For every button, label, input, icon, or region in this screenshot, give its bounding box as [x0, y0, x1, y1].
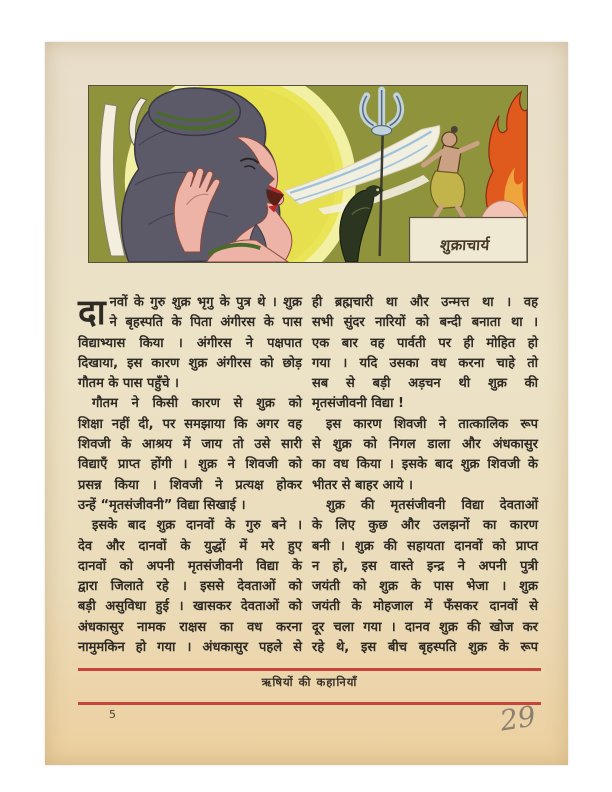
text-line: दूर चला गया । दानव शुक्र की खोज कर — [312, 619, 538, 635]
dropcap: दा — [78, 293, 106, 333]
text-line: सब से बड़ी अड़चन थी शुक्र की — [312, 376, 538, 392]
text-line: विद्याभ्यास किया । अंगीरस ने पक्षपात — [78, 335, 302, 351]
footer-rule-top — [78, 668, 541, 671]
text-line: न हो, इस वास्ते इन्द्र ने अपनी पुत्री — [312, 558, 538, 574]
illustration-panel — [88, 85, 528, 263]
text-line: एक बार वह पार्वती पर ही मोहित हो — [312, 335, 538, 351]
text-line: शिवजी के आश्रय में जाय तो उसे सारी — [78, 437, 302, 453]
text-line: बड़ी असुविधा हुई । खासकर देवताओं को — [78, 599, 302, 615]
text-line: गया । यदि उसका वध करना चाहे तो — [312, 355, 538, 371]
text-line: शुक्र की मृतसंजीवनी विद्या देवताओं — [326, 497, 538, 513]
text-line: विद्याएँ प्राप्त होंगी । शुक्र ने शिवजी को — [78, 457, 302, 473]
text-line: रहे थे, इस बीच बृहस्पति शुक्र के रूप — [312, 640, 538, 656]
text-line: नवों के गुरु शुक्र भृगु के पुत्र थे । शुक्र — [109, 295, 302, 310]
text-line: ही ब्रह्मचारी था और उन्मत्त था । वह — [312, 295, 538, 310]
text-line: मृतसंजीवनी विद्या ! — [312, 396, 404, 412]
handwritten-page-number: 29 — [497, 699, 539, 738]
text-line: गौतम के पास पहुँचे । — [78, 376, 179, 392]
illustration-caption: शुक्राचार्य — [439, 236, 491, 254]
text-line: इसके बाद शुक्र दानवों के गुरु बने । — [92, 518, 302, 534]
text-line: का वध किया । इसके बाद शुक्र शिवजी के — [312, 457, 538, 473]
text-column-left — [78, 293, 302, 658]
text-line: द्वारा जिलाते रहे । इससे देवताओं को — [78, 579, 302, 595]
text-line: जयंती के मोहजाल में फँसकर दानवों से — [312, 599, 538, 615]
text-line: उन्हें “मृतसंजीवनी” विद्या सिखाई । — [78, 497, 246, 513]
text-line: दिखाया, इस कारण शुक्र अंगीरस को छोड़ — [78, 355, 302, 371]
text-line: दानवों को अपनी मृतसंजीवनी विद्या के — [78, 558, 302, 574]
text-line: नामुमकिन हो गया । अंधकासुर पहले से — [78, 640, 302, 656]
text-column-right — [312, 293, 538, 658]
text-line: अंधकासुर नामक राक्षस का वध करना — [78, 619, 302, 635]
text-line: गौतम ने किसी कारण से शुक्र को — [92, 396, 302, 412]
topknot — [451, 126, 458, 133]
text-line: इस कारण शिवजी ने तात्कालिक रूप — [326, 416, 538, 432]
page-number: 5 — [109, 708, 116, 721]
text-line: ने बृहस्पति के पिता अंगीरस के पास — [109, 315, 302, 331]
dhoti — [431, 171, 465, 209]
footer-rule-bottom — [78, 702, 541, 705]
text-line: शिक्षा नहीं दी, पर समझाया कि अगर वह — [78, 416, 302, 432]
text-line: सभी सुंदर नारियों को बन्दी बनाता था । — [312, 315, 538, 331]
scanned-page-sheet — [45, 42, 568, 765]
text-line: देव और दानवों के युद्धों में मरे हुए — [78, 538, 302, 554]
text-line: भीतर से बाहर आये । — [312, 477, 413, 493]
text-line: प्रसन्न किया । शिवजी ने प्रत्यक्ष होकर — [78, 477, 302, 493]
text-line: बनी । शुक्र की सहायता दानवों को प्राप्त — [312, 538, 538, 554]
footer-series-title: ऋषियों की कहानियाँ — [261, 675, 358, 689]
text-line: के लिए कुछ और उलझनों का कारण — [312, 518, 538, 534]
text-line: जयंती को शुक्र के पास भेजा । शुक्र — [312, 579, 538, 595]
text-line: से शुक्र को निगल डाला और अंधकासुर — [312, 437, 538, 453]
